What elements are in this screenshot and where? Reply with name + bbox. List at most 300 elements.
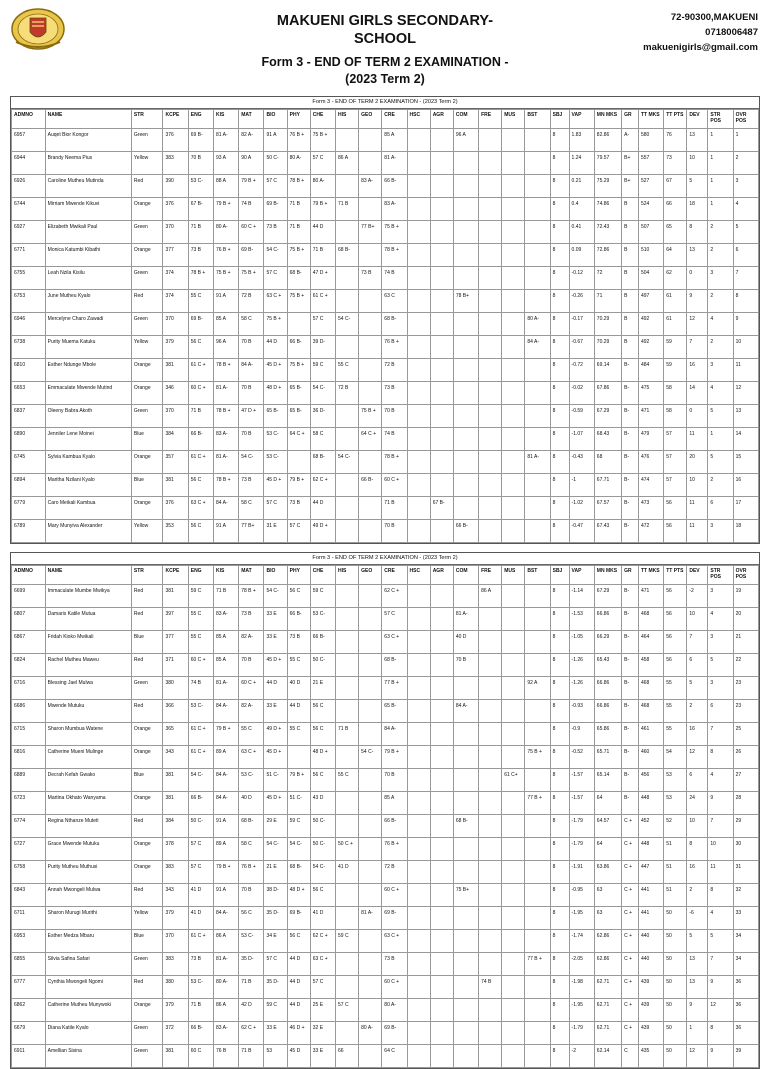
table-cell: 71 B [239, 1045, 264, 1068]
table-cell: Yellow [131, 520, 163, 543]
table-cell: 9 [708, 792, 733, 815]
table-cell [502, 815, 525, 838]
table-cell: 475 [638, 382, 663, 405]
table-cell [359, 313, 382, 336]
table-cell: 75 B + [382, 221, 407, 244]
table-cell: 376 [163, 497, 188, 520]
column-header: ADMNO [12, 566, 46, 585]
table-cell: 48 D + [310, 746, 335, 769]
table-cell [453, 198, 478, 221]
table-cell: 63 C + [382, 930, 407, 953]
table-cell: 80 A- [287, 152, 310, 175]
table-cell: Blue [131, 474, 163, 497]
table-cell [502, 907, 525, 930]
table-cell: 63 [594, 884, 621, 907]
table-cell: 6889 [12, 769, 46, 792]
table-cell: 2 [708, 221, 733, 244]
table-cell: 76 B + [382, 336, 407, 359]
table-cell [479, 838, 502, 861]
table-cell: 468 [638, 608, 663, 631]
table-cell: 79 B + [213, 861, 238, 884]
table-cell: -1.05 [569, 631, 594, 654]
table-cell: B [622, 267, 639, 290]
table-cell: Red [131, 700, 163, 723]
column-header: GEO [359, 566, 382, 585]
table-cell [479, 405, 502, 428]
table-cell [430, 451, 453, 474]
table-cell: 70 B [382, 520, 407, 543]
table-cell [525, 585, 550, 608]
table-cell: 66 [336, 1045, 359, 1068]
table-cell: 66 B- [453, 520, 478, 543]
table-cell: 492 [638, 313, 663, 336]
table-cell: 10 [687, 608, 708, 631]
table-cell: 84 A- [213, 769, 238, 792]
table-cell: -1.26 [569, 654, 594, 677]
table-cell [525, 999, 550, 1022]
column-header: NAME [45, 566, 131, 585]
table-cell [359, 792, 382, 815]
table-cell: 66 [664, 198, 687, 221]
table-cell: 1 [708, 428, 733, 451]
table-cell: 6927 [12, 221, 46, 244]
table-cell [479, 631, 502, 654]
table-cell: 64 C + [287, 428, 310, 451]
table-cell: 79 B + [213, 723, 238, 746]
table-cell: 33 E [264, 700, 287, 723]
table-cell: -0.26 [569, 290, 594, 313]
table-cell: B- [622, 382, 639, 405]
table-cell: 71 B [188, 405, 213, 428]
table-cell: 468 [638, 700, 663, 723]
table-cell: 383 [163, 953, 188, 976]
table-cell: 57 C [310, 313, 335, 336]
table-cell: 10 [687, 815, 708, 838]
table-cell: 91 A [213, 884, 238, 907]
school-name-line2: SCHOOL [353, 31, 417, 47]
table-cell: 51 C- [287, 792, 310, 815]
table-cell: 376 [163, 129, 188, 152]
table-row [12, 175, 759, 198]
table-cell: 45 D + [264, 359, 287, 382]
column-header: SBJ [550, 110, 569, 129]
table-cell: -0.17 [569, 313, 594, 336]
table-cell: 71 B [188, 999, 213, 1022]
table-cell: 68 B- [382, 654, 407, 677]
table-cell: Esther Medza Mbaru [45, 930, 131, 953]
table-cell: 8 [550, 792, 569, 815]
table-cell: 380 [163, 976, 188, 999]
table-cell [359, 700, 382, 723]
table-cell: -1.53 [569, 608, 594, 631]
table-cell: 471 [638, 585, 663, 608]
table-cell: 33 E [264, 1022, 287, 1045]
table-cell: 8 [550, 290, 569, 313]
table-cell: 35 D- [264, 976, 287, 999]
table-cell: 48 D + [264, 382, 287, 405]
table-cell: 8 [550, 428, 569, 451]
table-cell [407, 585, 430, 608]
table-cell: 75.29 [594, 175, 621, 198]
table-cell: B- [622, 585, 639, 608]
table-cell: 85 A [213, 654, 238, 677]
table-cell: 6653 [12, 382, 46, 405]
table-cell: 7 [687, 336, 708, 359]
table-cell: 8 [550, 585, 569, 608]
table-cell: 59 [664, 359, 687, 382]
table-cell: Red [131, 654, 163, 677]
table-cell [430, 1022, 453, 1045]
table-cell: 74 B [382, 428, 407, 451]
table-cell: 381 [163, 474, 188, 497]
table-cell: -1.07 [569, 428, 594, 451]
table-cell: 1 [708, 152, 733, 175]
table-cell: 80 A- [382, 999, 407, 1022]
column-header: AGR [430, 566, 453, 585]
column-header: HIS [336, 566, 359, 585]
table-cell [359, 861, 382, 884]
column-header: STR [131, 110, 163, 129]
table-cell: 2 [733, 152, 758, 175]
table-cell: 53 [264, 1045, 287, 1068]
table-cell: 55 C [188, 608, 213, 631]
table-cell [502, 405, 525, 428]
table-cell: 524 [638, 198, 663, 221]
table-cell: 63 [594, 907, 621, 930]
table-cell: 66 B- [359, 474, 382, 497]
table-cell: 8 [708, 884, 733, 907]
table-cell: B- [622, 769, 639, 792]
table-cell: 441 [638, 884, 663, 907]
table-cell [359, 838, 382, 861]
table-cell: 70 B [382, 769, 407, 792]
table-cell: 376 [163, 198, 188, 221]
table-cell [525, 654, 550, 677]
table-cell: 67.71 [594, 474, 621, 497]
table-cell [359, 152, 382, 175]
table-cell [502, 359, 525, 382]
table-cell: 448 [638, 792, 663, 815]
table-cell: 19 [733, 585, 758, 608]
table-cell: 64 C + [359, 428, 382, 451]
table-cell: 76 [664, 129, 687, 152]
table-cell [502, 608, 525, 631]
table-cell: 35 D- [264, 907, 287, 930]
table-cell: Yellow [131, 907, 163, 930]
table-cell: 68 B- [453, 815, 478, 838]
table-cell: 8 [550, 930, 569, 953]
table-cell: 60 C [188, 1045, 213, 1068]
table-cell [430, 907, 453, 930]
table-cell: 46 D + [287, 1022, 310, 1045]
table-cell: Catherine Mutheu Munywoki [45, 999, 131, 1022]
table-cell: 59 C [310, 359, 335, 382]
table-cell [430, 129, 453, 152]
table-cell: 18 [687, 198, 708, 221]
table-cell: C + [622, 907, 639, 930]
table-cell: 66.86 [594, 608, 621, 631]
table-cell: B- [622, 451, 639, 474]
table-cell [430, 608, 453, 631]
table-cell: 71 B [336, 723, 359, 746]
table-cell: Green [131, 129, 163, 152]
table-cell [479, 244, 502, 267]
table-cell [525, 497, 550, 520]
school-email: makuenigirls@gmail.com [643, 42, 758, 53]
table-cell: 50 [664, 930, 687, 953]
table-cell: Red [131, 585, 163, 608]
table-cell [430, 792, 453, 815]
table-cell: 50 [664, 907, 687, 930]
table-cell: 6771 [12, 244, 46, 267]
table-cell: 36 [733, 976, 758, 999]
table-cell [407, 999, 430, 1022]
table-cell: 72 B [336, 382, 359, 405]
table-cell: 16 [687, 359, 708, 382]
table-cell: 4 [708, 313, 733, 336]
table-cell [453, 861, 478, 884]
table-cell [430, 520, 453, 543]
table-cell: Sharon Mumbua Watene [45, 723, 131, 746]
table-cell: 60 C + [382, 474, 407, 497]
table-cell: 40 D [453, 631, 478, 654]
table-cell: Auqet Bior Kongor [45, 129, 131, 152]
table-cell: 86 A [213, 930, 238, 953]
table-cell: 381 [163, 585, 188, 608]
table-cell [453, 313, 478, 336]
table-cell: 85 A [382, 129, 407, 152]
table-cell [502, 336, 525, 359]
table-cell: 80 A- [213, 221, 238, 244]
table-cell: B- [622, 700, 639, 723]
table-cell [479, 359, 502, 382]
table-cell: 9 [687, 999, 708, 1022]
table-cell: 1 [687, 1022, 708, 1045]
table-cell: Maritha Nzilani Kyalo [45, 474, 131, 497]
table-cell: 379 [163, 336, 188, 359]
table-cell: 374 [163, 290, 188, 313]
table-cell: 44 D [287, 953, 310, 976]
table-cell [479, 769, 502, 792]
table-cell: 50 C- [310, 654, 335, 677]
table-cell: -1.74 [569, 930, 594, 953]
table-cell: 83 A- [213, 608, 238, 631]
table-cell: 70.29 [594, 336, 621, 359]
table-cell: 6953 [12, 930, 46, 953]
table-cell [453, 907, 478, 930]
table-cell: Orange [131, 382, 163, 405]
table-cell: 72 B [382, 861, 407, 884]
table-cell [479, 313, 502, 336]
table-cell: 67 [664, 175, 687, 198]
table-cell [479, 792, 502, 815]
table-cell: 343 [163, 884, 188, 907]
table-cell: 66 B- [287, 336, 310, 359]
table-cell [502, 631, 525, 654]
column-header: HSC [407, 566, 430, 585]
table-cell: 70 B [239, 654, 264, 677]
table-cell: 440 [638, 930, 663, 953]
table-cell: Orange [131, 999, 163, 1022]
table-cell: 6774 [12, 815, 46, 838]
table-cell: 8 [550, 520, 569, 543]
table-cell: 379 [163, 907, 188, 930]
table-body [12, 129, 759, 543]
school-phone: 0718006487 [705, 27, 758, 38]
table-cell: 68 B- [239, 815, 264, 838]
table-cell [407, 608, 430, 631]
table-cell: Yellow [131, 152, 163, 175]
table-cell: 60 C + [382, 976, 407, 999]
table-cell: 96 A [213, 336, 238, 359]
table-cell [453, 451, 478, 474]
table-cell [525, 1045, 550, 1068]
table-cell: Caroline Mutheu Mutinda [45, 175, 131, 198]
table-caption: Form 3 - END OF TERM 2 EXAMINATION - (2023 Term 2) [11, 553, 759, 565]
table-cell: Orange [131, 359, 163, 382]
table-cell: 54 C- [336, 313, 359, 336]
table-cell [502, 999, 525, 1022]
table-cell: Mirriam Mwende Kikuvi [45, 198, 131, 221]
table-cell: 365 [163, 723, 188, 746]
table-cell: 65.86 [594, 723, 621, 746]
table-cell [453, 152, 478, 175]
table-cell: 3 [708, 585, 733, 608]
table-cell: Blue [131, 930, 163, 953]
table-header-row [12, 110, 759, 129]
table-cell [479, 1022, 502, 1045]
table-cell [336, 290, 359, 313]
table-cell: 91 A [213, 815, 238, 838]
table-cell [359, 769, 382, 792]
table-row [12, 976, 759, 999]
table-cell: 8 [550, 474, 569, 497]
table-cell: Orange [131, 861, 163, 884]
table-cell: 61 C + [188, 930, 213, 953]
table-cell: 77 B + [525, 953, 550, 976]
table-cell: 57 C [188, 861, 213, 884]
table-cell: 58 [664, 382, 687, 405]
table-row [12, 930, 759, 953]
table-cell: Elizabeth Mwikali Paul [45, 221, 131, 244]
table-cell: 57 C [310, 152, 335, 175]
table-cell: 5 [687, 930, 708, 953]
table-cell: 69.14 [594, 359, 621, 382]
table-cell: 55 C [336, 769, 359, 792]
table-cell: 25 [733, 723, 758, 746]
table-caption: Form 3 - END OF TERM 2 EXAMINATION - (2023 Term 2) [11, 97, 759, 109]
table-cell [359, 1045, 382, 1068]
table-cell: 45 D + [264, 792, 287, 815]
table-cell [407, 746, 430, 769]
table-cell [336, 175, 359, 198]
table-cell: Green [131, 221, 163, 244]
table-cell [502, 861, 525, 884]
table-cell: 88 A [213, 175, 238, 198]
table-cell [479, 930, 502, 953]
column-header: BIO [264, 110, 287, 129]
table-cell: 42 D [239, 999, 264, 1022]
table-cell [359, 497, 382, 520]
table-cell [359, 677, 382, 700]
table-cell: 67.29 [594, 405, 621, 428]
table-cell: 61 C + [188, 359, 213, 382]
table-cell: 16 [687, 723, 708, 746]
table-cell: 14 [687, 382, 708, 405]
table-cell: 10 [687, 474, 708, 497]
table-cell [479, 129, 502, 152]
table-cell: 6679 [12, 1022, 46, 1045]
table-cell: 54 C- [264, 585, 287, 608]
school-name [250, 12, 520, 48]
table-cell [525, 700, 550, 723]
table-cell [525, 244, 550, 267]
table-cell: Caro Meikali Kambua [45, 497, 131, 520]
table-cell: 2 [708, 474, 733, 497]
table-cell: C + [622, 953, 639, 976]
table-cell: Orange [131, 497, 163, 520]
table-cell: 353 [163, 520, 188, 543]
table-cell: 6946 [12, 313, 46, 336]
table-cell: -0.95 [569, 884, 594, 907]
table-cell: Brandy Neema Pius [45, 152, 131, 175]
table-cell [407, 336, 430, 359]
table-cell: 53 C- [188, 976, 213, 999]
table-cell [502, 497, 525, 520]
table-cell: 33 E [264, 631, 287, 654]
table-cell [479, 654, 502, 677]
column-header: ADMNO [12, 110, 46, 129]
table-cell [479, 700, 502, 723]
table-cell: 50 C- [310, 815, 335, 838]
table-cell: 2 [708, 336, 733, 359]
table-cell: 73 B [188, 244, 213, 267]
table-cell: 60 C + [188, 382, 213, 405]
table-cell: Leah Nzila Kisilu [45, 267, 131, 290]
table-cell: 66.86 [594, 677, 621, 700]
table-cell: 9 [708, 976, 733, 999]
table-cell: 9 [733, 313, 758, 336]
table-cell [453, 677, 478, 700]
table-cell [430, 631, 453, 654]
school-crest-logo [10, 6, 66, 52]
table-cell: 62 [664, 267, 687, 290]
table-cell: 40 D [239, 792, 264, 815]
table-cell [502, 198, 525, 221]
table-cell: 6711 [12, 907, 46, 930]
table-cell: 8 [550, 129, 569, 152]
table-cell: 51 [664, 861, 687, 884]
table-cell: 75 B + [287, 290, 310, 313]
table-cell: 13 [733, 405, 758, 428]
column-header: HIS [336, 110, 359, 129]
table-cell: 16 [687, 861, 708, 884]
table-cell: 79 B + [213, 198, 238, 221]
table-cell: 452 [638, 815, 663, 838]
table-cell: 75 B + [310, 129, 335, 152]
table-cell: 86 A [336, 152, 359, 175]
table-cell: C [622, 1045, 639, 1068]
table-cell [407, 654, 430, 677]
table-cell [287, 451, 310, 474]
table-cell: 8 [550, 244, 569, 267]
table-cell: 8 [550, 746, 569, 769]
table-cell: B- [622, 608, 639, 631]
table-cell [359, 999, 382, 1022]
table-cell: Annah Mwongeli Mulwa [45, 884, 131, 907]
table-cell: 8 [550, 382, 569, 405]
table-cell: -0.67 [569, 336, 594, 359]
